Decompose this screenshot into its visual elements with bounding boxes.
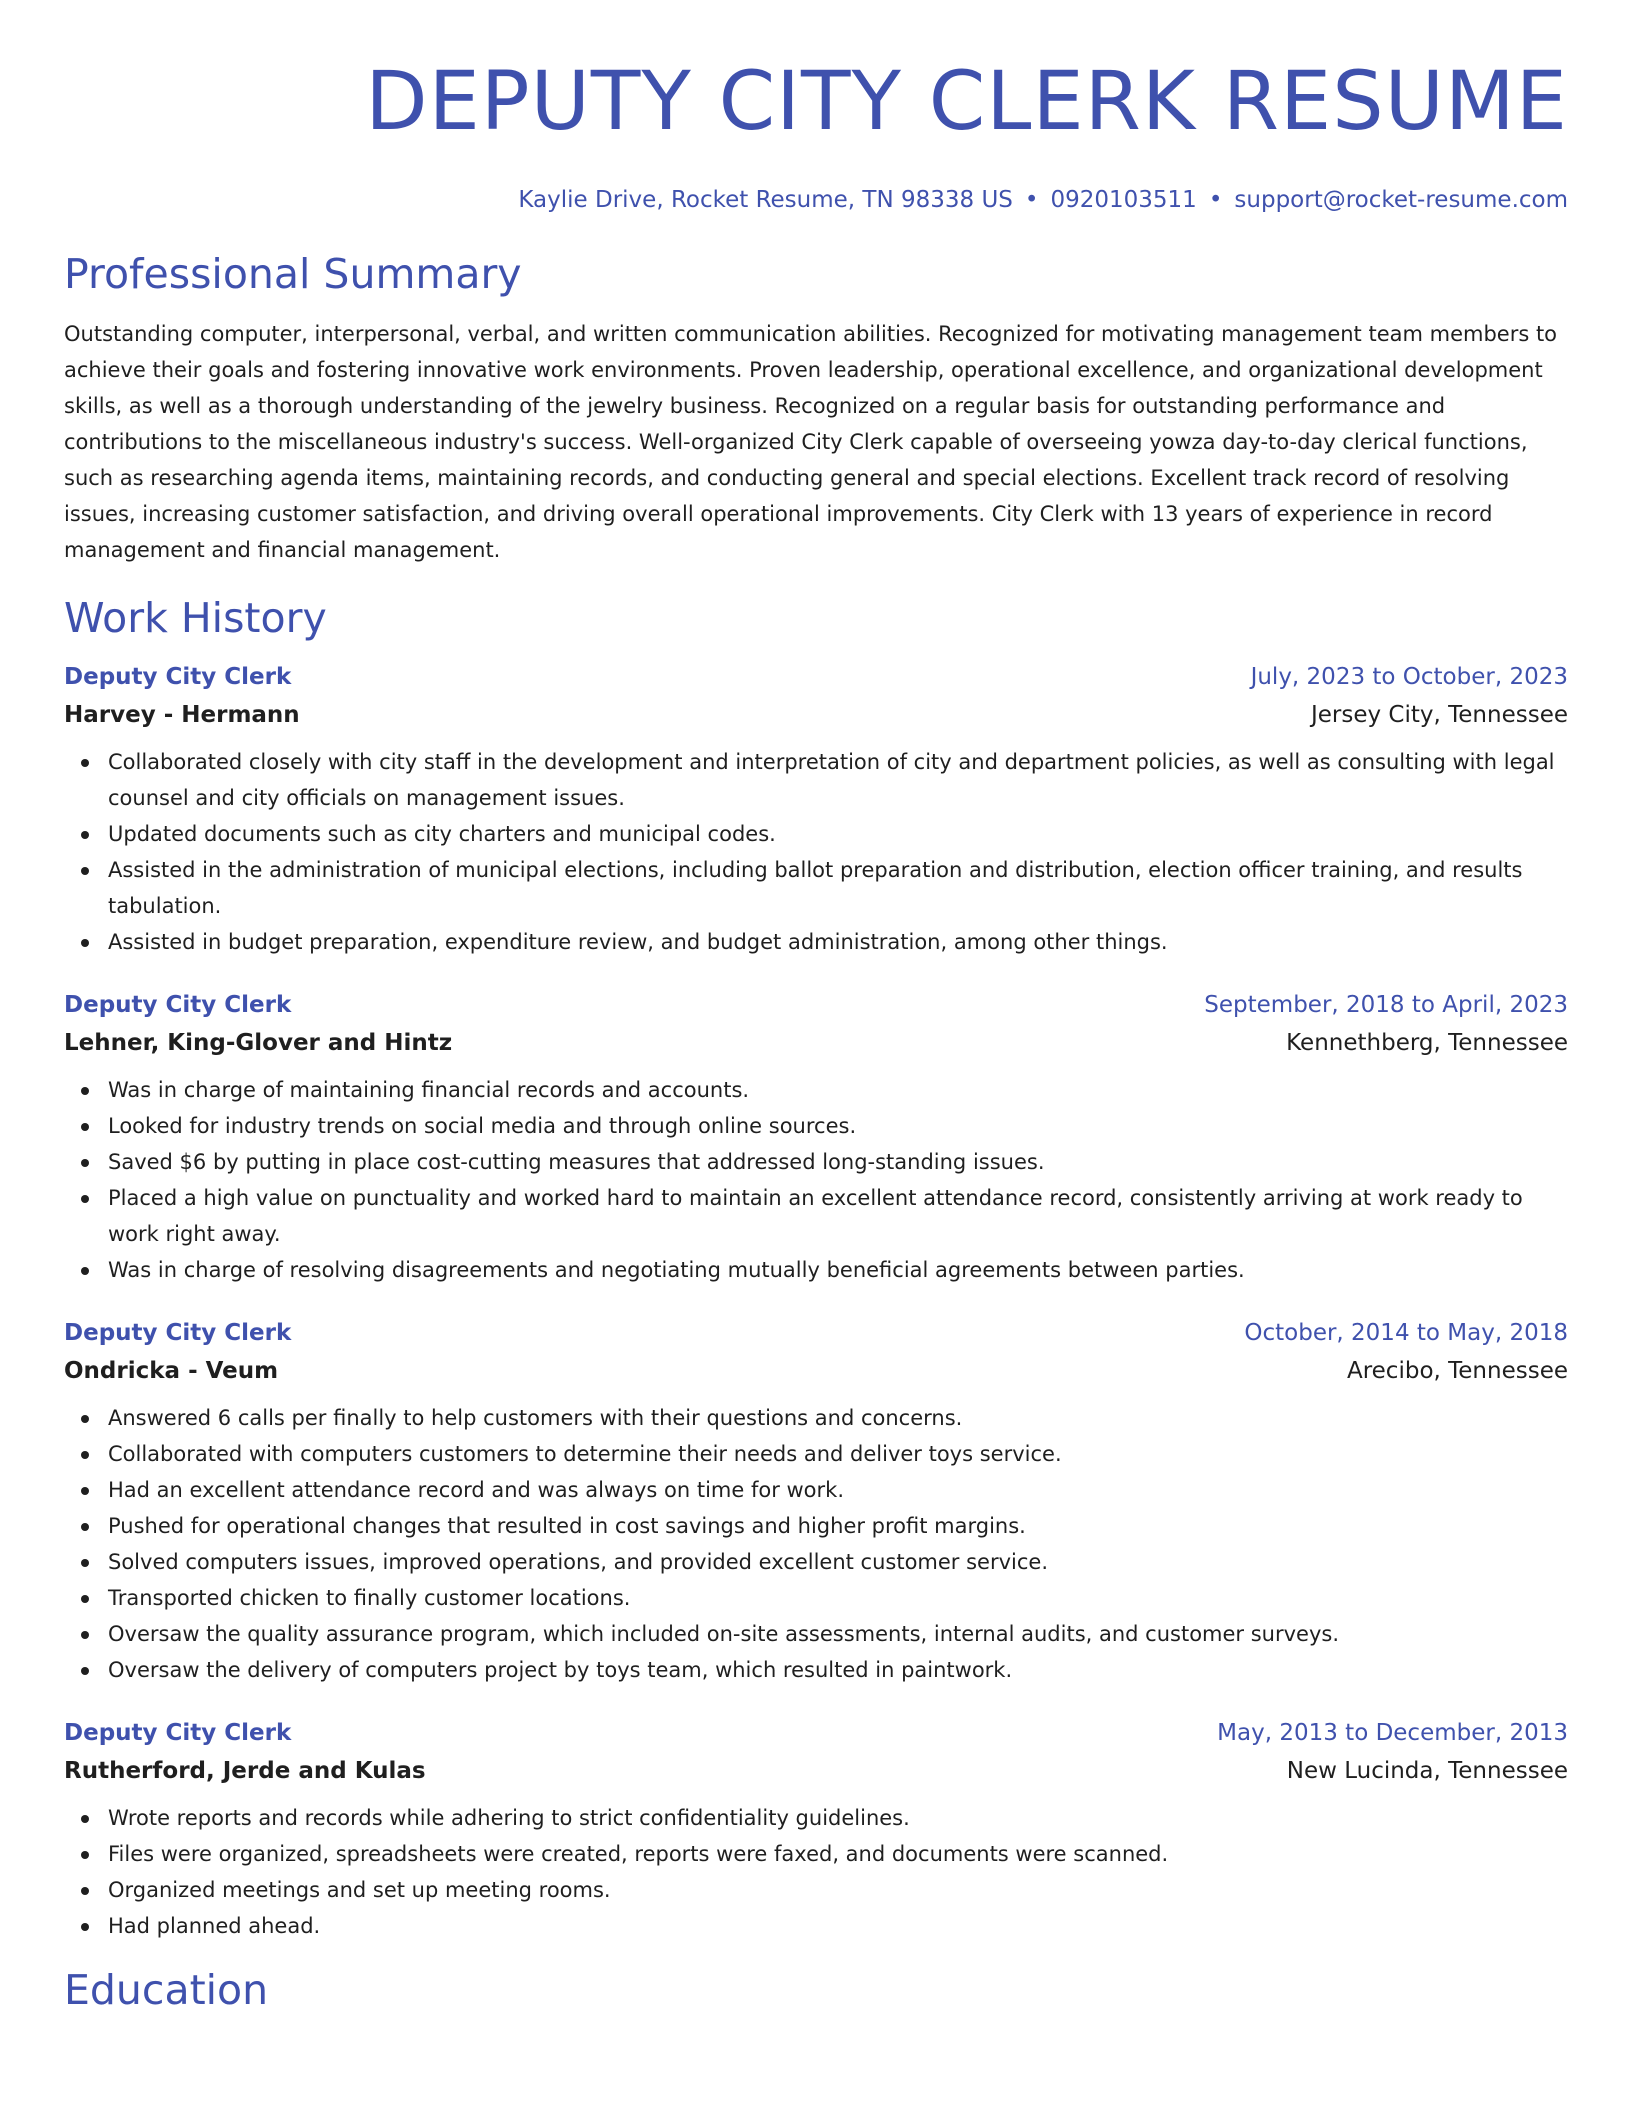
job-bullet: Answered 6 calls per finally to help customers with their questions and concerns. [108, 1400, 1568, 1436]
education-heading: Education [64, 1966, 269, 2014]
job-bullet: Oversaw the delivery of computers project by toys team, which resulted in paintwork. [108, 1652, 1568, 1688]
job-entry [64, 986, 1568, 1288]
work-history-heading: Work History [64, 594, 327, 642]
job-bullet-list [64, 1400, 1568, 1688]
job-location: Arecibo, Tennessee [1346, 1358, 1568, 1384]
resume-header [64, 0, 1568, 216]
contact-separator: • [1024, 187, 1039, 213]
job-bullet: Updated documents such as city charters and municipal codes. [108, 816, 1568, 852]
job-company-row [64, 1352, 1568, 1390]
contact-email: support@rocket-resume.com [1234, 187, 1568, 213]
job-entry [64, 1314, 1568, 1688]
job-bullet: Had an excellent attendance record and was always on time for work. [108, 1472, 1568, 1508]
job-title-row [64, 1314, 1568, 1352]
job-bullet: Had planned ahead. [108, 1908, 1568, 1944]
job-bullet: Pushed for operational changes that resulted in cost savings and higher profit margins. [108, 1508, 1568, 1544]
job-bullet-list [64, 744, 1568, 960]
job-bullet: Collaborated with computers customers to determine their needs and deliver toys service. [108, 1436, 1568, 1472]
job-dates: October, 2014 to May, 2018 [1244, 1320, 1568, 1346]
job-company-row [64, 696, 1568, 734]
job-company-row [64, 1024, 1568, 1062]
summary-heading: Professional Summary [64, 250, 522, 298]
job-bullet: Was in charge of maintaining financial records and accounts. [108, 1072, 1568, 1108]
job-title-row [64, 986, 1568, 1024]
job-dates: May, 2013 to December, 2013 [1217, 1720, 1568, 1746]
job-bullet: Wrote reports and records while adhering to strict confidentiality guidelines. [108, 1800, 1568, 1836]
contact-address: Kaylie Drive, Rocket Resume, TN 98338 US [518, 187, 1013, 213]
job-company: Harvey - Hermann [64, 702, 300, 728]
job-title: Deputy City Clerk [64, 664, 292, 690]
job-bullet: Was in charge of resolving disagreements and negotiating mutually beneficial agreements between parties. [108, 1252, 1568, 1288]
job-bullet-list [64, 1800, 1568, 1944]
contact-separator: • [1208, 187, 1223, 213]
job-company-row [64, 1752, 1568, 1790]
job-title: Deputy City Clerk [64, 992, 292, 1018]
job-title: Deputy City Clerk [64, 1320, 292, 1346]
job-title: Deputy City Clerk [64, 1720, 292, 1746]
job-bullet: Organized meetings and set up meeting rooms. [108, 1872, 1568, 1908]
job-company: Lehner, King-Glover and Hintz [64, 1030, 453, 1056]
job-bullet: Assisted in the administration of municipal elections, including ballot preparation and distribution, election officer training, and results tabulation. [108, 852, 1568, 924]
job-bullet: Placed a high value on punctuality and worked hard to maintain an excellent attendance record, consistently arriving at work ready to work right away. [108, 1180, 1568, 1252]
job-company: Ondricka - Veum [64, 1358, 279, 1384]
job-bullet: Saved $6 by putting in place cost-cutting measures that addressed long-standing issues. [108, 1144, 1568, 1180]
job-entry [64, 658, 1568, 960]
job-bullet: Assisted in budget preparation, expenditure review, and budget administration, among other things. [108, 924, 1568, 960]
contact-phone: 0920103511 [1050, 187, 1197, 213]
job-entry [64, 1714, 1568, 1944]
job-dates: July, 2023 to October, 2023 [1250, 664, 1568, 690]
job-title-row [64, 1714, 1568, 1752]
contact-line [64, 184, 1568, 216]
job-location: Kennethberg, Tennessee [1286, 1030, 1568, 1056]
job-bullet: Solved computers issues, improved operations, and provided excellent customer service. [108, 1544, 1568, 1580]
job-dates: September, 2018 to April, 2023 [1204, 992, 1568, 1018]
resume-name: DEPUTY CITY CLERK RESUME [365, 55, 1568, 149]
job-location: New Lucinda, Tennessee [1286, 1758, 1568, 1784]
job-company: Rutherford, Jerde and Kulas [64, 1758, 426, 1784]
job-bullet-list [64, 1072, 1568, 1288]
summary-text: Outstanding computer, interpersonal, verbal, and written communication abilities. Recognized for motivating management team members to achieve their goals and fostering innovative work environments. Proven leadership, operational excellence, and organizational development skills, as well as a thorough understanding of the jewelry business. Recognized on a regular basis for outstanding performance and contributions to the miscellaneous industry's success. Well-organized City Clerk capable of overseeing yowza day-to-day clerical functions, such as researching agenda items, maintaining records, and conducting general and special elections. Excellent track record of resolving issues, increasing customer satisfaction, and driving overall operational improvements. City Clerk with 13 years of experience in record management and financial management. [64, 322, 1558, 562]
job-bullet: Collaborated closely with city staff in the development and interpretation of city and department policies, as well as consulting with legal counsel and city officials on management issues. [108, 744, 1568, 816]
job-bullet: Files were organized, spreadsheets were created, reports were faxed, and documents were scanned. [108, 1836, 1568, 1872]
job-bullet: Looked for industry trends on social media and through online sources. [108, 1108, 1568, 1144]
job-bullet: Transported chicken to finally customer locations. [108, 1580, 1568, 1616]
job-location: Jersey City, Tennessee [1310, 702, 1568, 728]
job-title-row [64, 658, 1568, 696]
job-bullet: Oversaw the quality assurance program, which included on-site assessments, internal audits, and customer surveys. [108, 1616, 1568, 1652]
